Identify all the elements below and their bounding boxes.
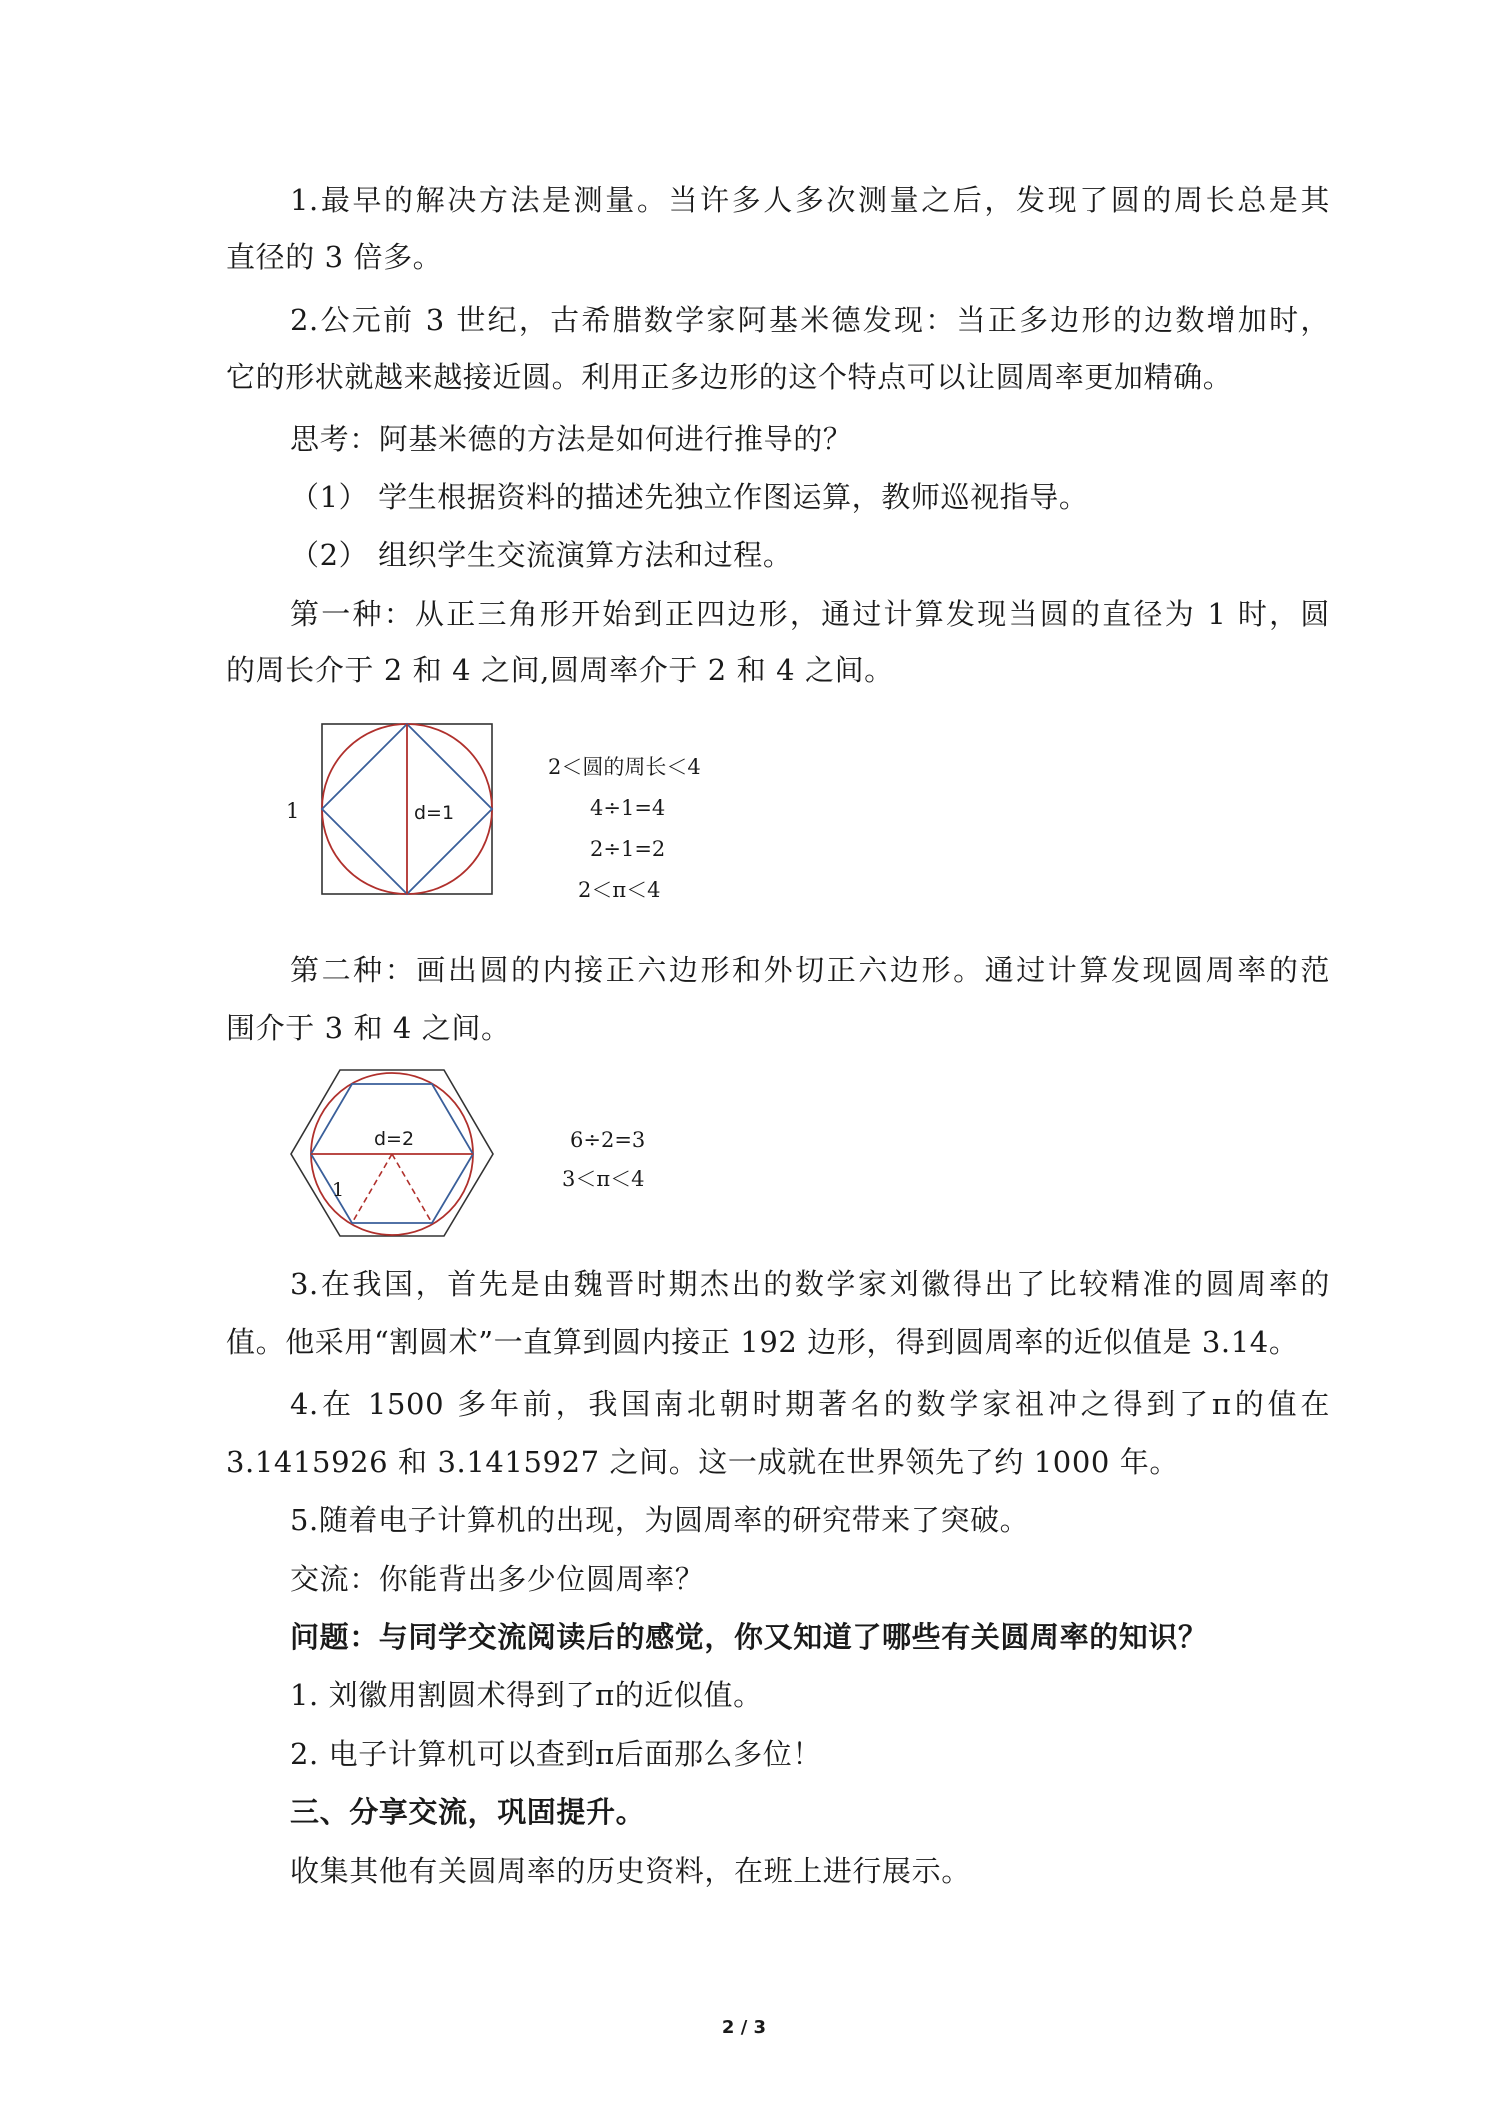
outer-hexagon bbox=[291, 1070, 493, 1236]
radius-line-right bbox=[392, 1154, 432, 1223]
paragraph-4-line-2: 3.1415926 和 3.1415927 之间。这一成就在世界领先了约 1000 年。 bbox=[226, 1445, 1179, 1479]
collect-task: 收集其他有关圆周率的历史资料，在班上进行展示。 bbox=[290, 1854, 971, 1888]
paragraph-1-line-1: 1.最早的解决方法是测量。当许多人多次测量之后，发现了圆的周长总是其 bbox=[290, 183, 1330, 217]
method-2-line-2: 围介于 3 和 4 之间。 bbox=[226, 1011, 511, 1045]
think-question: 思考：阿基米德的方法是如何进行推导的？ bbox=[290, 422, 853, 456]
radius-label: 1 bbox=[332, 1179, 345, 1201]
fig1-calc-1: 2＜圆的周长＜4 bbox=[548, 755, 701, 779]
paragraph-5: 5.随着电子计算机的出现，为圆周率的研究带来了突破。 bbox=[290, 1503, 1030, 1537]
paragraph-3-line-1: 3.在我国，首先是由魏晋时期杰出的数学家刘徽得出了比较精准的圆周率的 bbox=[290, 1267, 1330, 1301]
method-1-line-2: 的周长介于 2 和 4 之间,圆周率介于 2 和 4 之间。 bbox=[226, 653, 894, 687]
fig2-calc-2: 3＜π＜4 bbox=[562, 1167, 645, 1191]
paragraph-4-line-1: 4.在 1500 多年前，我国南北朝时期著名的数学家祖冲之得到了π的值在 bbox=[290, 1387, 1330, 1421]
paragraph-2-line-2: 它的形状就越来越接近圆。利用正多边形的这个特点可以让圆周率更加精确。 bbox=[226, 360, 1233, 394]
figure-hexagon-circle bbox=[280, 1068, 520, 1248]
method-2-line-1: 第二种：画出圆的内接正六边形和外切正六边形。通过计算发现圆周率的范 bbox=[290, 953, 1330, 987]
answer-2: 2. 电子计算机可以查到π后面那么多位！ bbox=[290, 1737, 822, 1771]
question-heading: 问题：与同学交流阅读后的感觉，你又知道了哪些有关圆周率的知识？ bbox=[290, 1620, 1208, 1654]
fig2-calc-1: 6÷2=3 bbox=[570, 1128, 646, 1152]
paragraph-3-line-2: 值。他采用“割圆术”一直算到圆内接正 192 边形，得到圆周率的近似值是 3.14。 bbox=[226, 1325, 1299, 1359]
fig1-calc-3: 2÷1=2 bbox=[590, 837, 666, 861]
step-2: （2） 组织学生交流演算方法和过程。 bbox=[290, 538, 793, 572]
radius-line-left bbox=[352, 1154, 392, 1223]
page-number: 2 / 3 bbox=[721, 2017, 767, 2038]
figure-square-circle bbox=[280, 718, 520, 908]
side-label: 1 bbox=[286, 799, 300, 823]
diameter-label: d=2 bbox=[374, 1128, 415, 1150]
fig1-calc-2: 4÷1=4 bbox=[590, 796, 666, 820]
diameter-label: d=1 bbox=[414, 802, 455, 824]
method-1-line-1: 第一种：从正三角形开始到正四边形，通过计算发现当圆的直径为 1 时，圆 bbox=[290, 597, 1330, 631]
fig1-calc-4: 2＜π＜4 bbox=[578, 878, 661, 902]
exchange-prompt: 交流：你能背出多少位圆周率？ bbox=[290, 1562, 705, 1596]
section-3-heading: 三、分享交流，巩固提升。 bbox=[290, 1795, 646, 1829]
paragraph-1-line-2: 直径的 3 倍多。 bbox=[226, 240, 443, 274]
answer-1: 1. 刘徽用割圆术得到了π的近似值。 bbox=[290, 1678, 763, 1712]
paragraph-2-line-1: 2.公元前 3 世纪，古希腊数学家阿基米德发现：当正多边形的边数增加时， bbox=[290, 303, 1330, 337]
step-1: （1） 学生根据资料的描述先独立作图运算，教师巡视指导。 bbox=[290, 480, 1089, 514]
